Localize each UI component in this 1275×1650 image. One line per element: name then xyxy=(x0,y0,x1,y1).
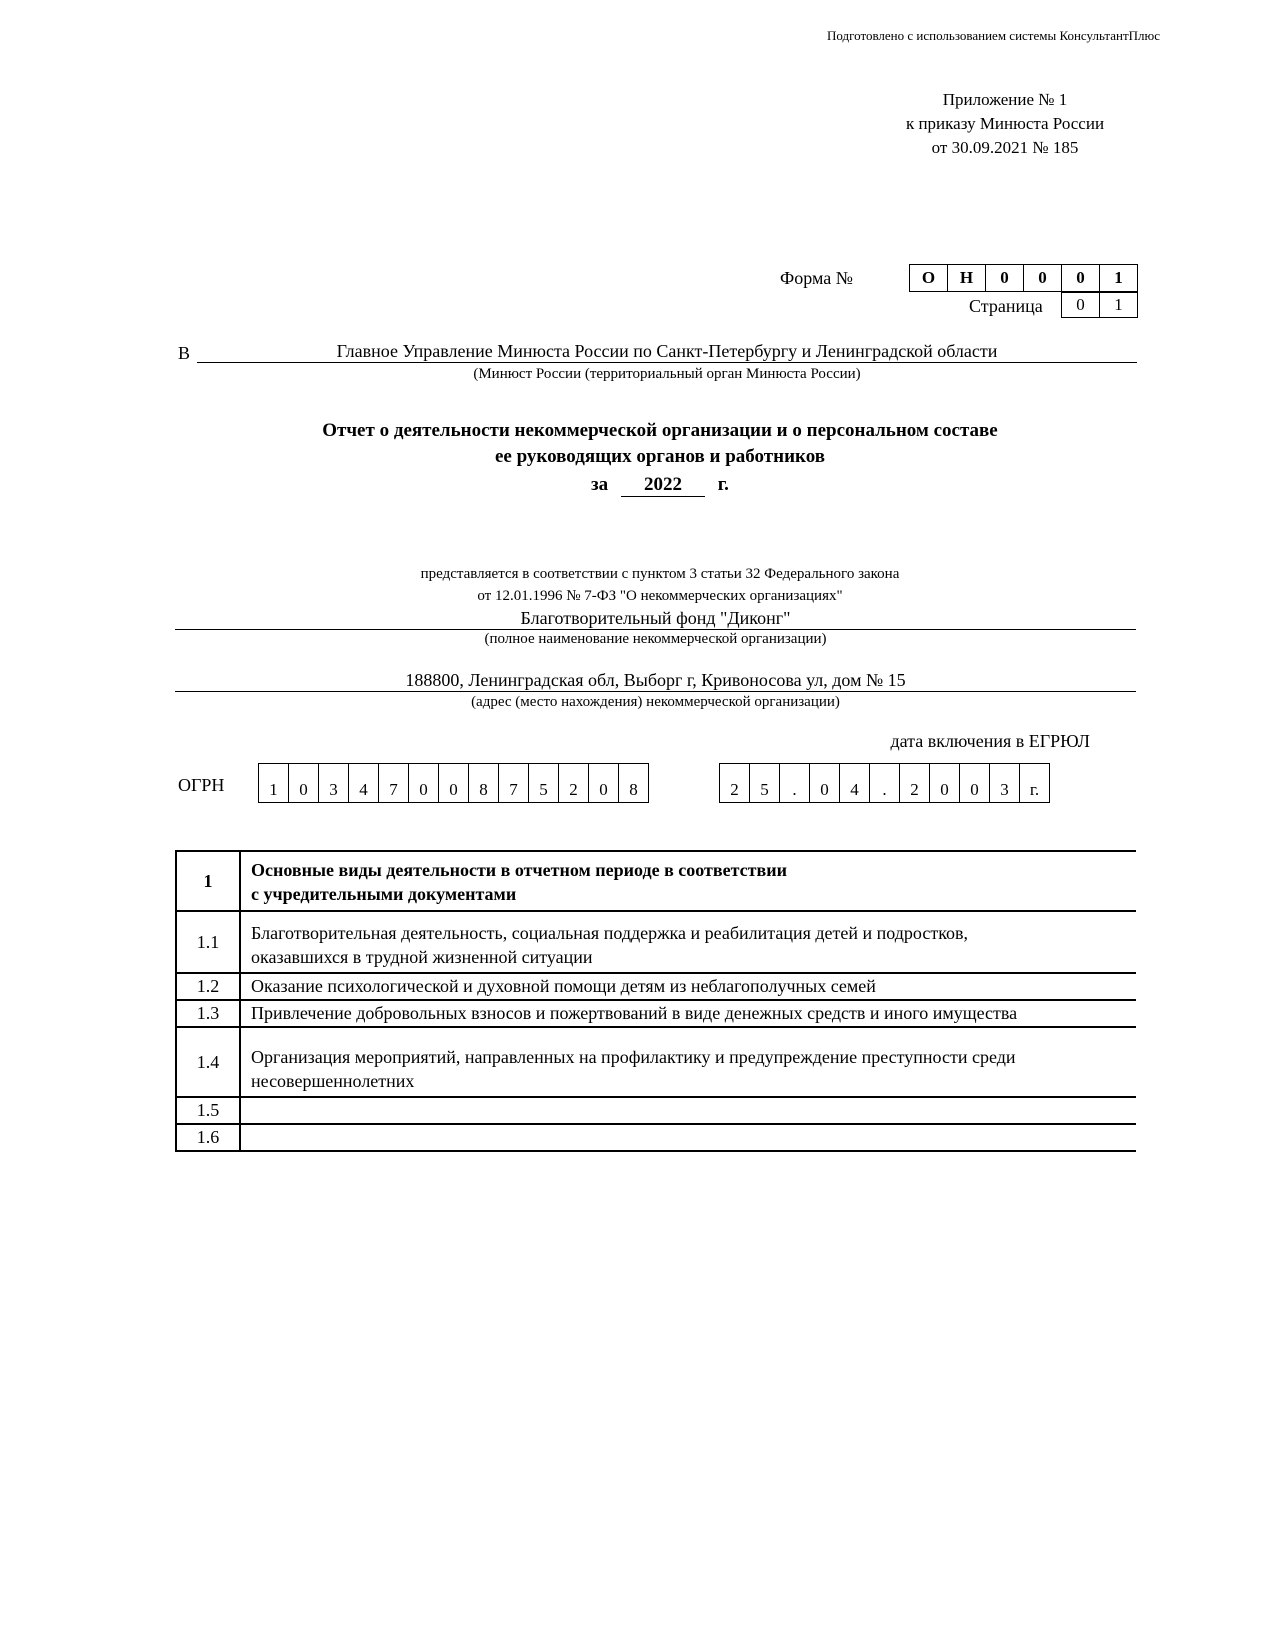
ogrn-digit: 1 xyxy=(258,763,289,803)
form-number-cells xyxy=(910,264,1138,292)
ogrn-digit: 8 xyxy=(618,763,649,803)
form-code-cell: 0 xyxy=(985,264,1024,292)
activity-number: 1.4 xyxy=(176,1027,240,1097)
activity-row xyxy=(176,1000,1136,1027)
activity-line-1: Оказание психологической и духовной помощи детям из неблагополучных семей xyxy=(251,976,876,996)
activity-number: 1.2 xyxy=(176,973,240,1000)
page-label: Страница xyxy=(969,296,1043,316)
date-char: 2 xyxy=(719,763,750,803)
recipient-prefix: В xyxy=(178,343,191,363)
ogrn-digit: 0 xyxy=(438,763,469,803)
egrul-date-label: дата включения в ЕГРЮЛ xyxy=(890,731,1090,751)
activity-text xyxy=(240,973,1136,1000)
activity-line-1: Организация мероприятий, направленных на профилактику и предупреждение преступности среди xyxy=(251,1047,1016,1067)
activity-line-2: оказавшихся в трудной жизненной ситуации xyxy=(251,947,593,967)
report-year-row xyxy=(170,474,1150,497)
date-char: . xyxy=(869,763,900,803)
date-char: 4 xyxy=(839,763,870,803)
activity-text xyxy=(240,1000,1136,1027)
appendix-line-3: от 30.09.2021 № 185 xyxy=(931,138,1079,157)
activities-header-number: 1 xyxy=(176,851,240,911)
appendix-line-1: Приложение № 1 xyxy=(942,90,1068,109)
organization-address-caption: (адрес (место нахождения) некоммерческой организации) xyxy=(471,694,840,710)
activity-row xyxy=(176,911,1136,973)
activity-row xyxy=(176,973,1136,1000)
organization-name-caption: (полное наименование некоммерческой организации) xyxy=(484,631,827,647)
activity-text[interactable] xyxy=(240,1124,1136,1151)
organization-address: 188800, Ленинградская обл, Выборг г, Кривоносова ул, дом № 15 xyxy=(175,670,1136,692)
form-code-cell: О xyxy=(909,264,948,292)
activity-number: 1.3 xyxy=(176,1000,240,1027)
report-title-line-2: ее руководящих органов и работников xyxy=(494,446,826,467)
date-char: г. xyxy=(1019,763,1050,803)
form-code-cell: Н xyxy=(947,264,986,292)
form-number-label: Форма № xyxy=(780,268,853,288)
legal-basis-line-2: от 12.01.1996 № 7-ФЗ "О некоммерческих организациях" xyxy=(477,588,843,604)
activity-number: 1.5 xyxy=(176,1097,240,1124)
ogrn-digit: 3 xyxy=(318,763,349,803)
activity-line-1: Благотворительная деятельность, социальная поддержка и реабилитация детей и подростков, xyxy=(251,923,969,943)
activity-row xyxy=(176,1124,1136,1151)
ogrn-digit: 0 xyxy=(288,763,319,803)
activities-header-line-2: с учредительными документами xyxy=(251,884,517,904)
date-char: 0 xyxy=(929,763,960,803)
activities-table xyxy=(175,850,1136,1152)
date-char: 0 xyxy=(809,763,840,803)
date-char: . xyxy=(779,763,810,803)
year-prefix: за xyxy=(591,474,609,495)
appendix-line-2: к приказу Минюста России xyxy=(905,114,1105,133)
ogrn-digit: 0 xyxy=(408,763,439,803)
year-suffix: г. xyxy=(717,474,729,495)
activity-text xyxy=(240,1027,1136,1097)
date-char: 2 xyxy=(899,763,930,803)
date-char: 5 xyxy=(749,763,780,803)
activity-text[interactable] xyxy=(240,1097,1136,1124)
ogrn-digit: 7 xyxy=(378,763,409,803)
form-code-cell: 1 xyxy=(1099,264,1138,292)
legal-basis xyxy=(170,563,1150,607)
activity-line-1: Привлечение добровольных взносов и пожертвований в виде денежных средств и иного имущества xyxy=(251,1003,1018,1023)
activity-number: 1.6 xyxy=(176,1124,240,1151)
ogrn-digit: 7 xyxy=(498,763,529,803)
recipient-caption: (Минюст России (территориальный орган Минюста России) xyxy=(473,366,861,382)
form-code-cell: 0 xyxy=(1061,264,1100,292)
ogrn-digit: 8 xyxy=(468,763,499,803)
top-note: Подготовлено с использованием системы КонсультантПлюс xyxy=(826,28,1160,43)
ogrn-digit: 5 xyxy=(528,763,559,803)
activities-header-row xyxy=(176,851,1136,911)
page-number-cell: 1 xyxy=(1099,292,1138,318)
report-title-line-1: Отчет о деятельности некоммерческой организации и о персональном составе xyxy=(322,420,998,441)
appendix-block xyxy=(860,88,1150,160)
recipient-field: Главное Управление Минюста России по Санкт-Петербургу и Ленинградской области xyxy=(197,341,1137,363)
page-number-cell: 0 xyxy=(1061,292,1100,318)
report-title xyxy=(170,418,1150,470)
activities-header-line-1: Основные виды деятельности в отчетном периоде в соответствии xyxy=(251,860,787,880)
activity-row xyxy=(176,1097,1136,1124)
report-year: 2022 xyxy=(621,474,705,497)
activity-number: 1.1 xyxy=(176,911,240,973)
date-char: 0 xyxy=(959,763,990,803)
egrul-date-cells xyxy=(720,763,1050,803)
page-number-cells xyxy=(1062,292,1138,318)
ogrn-digit: 0 xyxy=(588,763,619,803)
ogrn-label: ОГРН xyxy=(178,775,225,795)
ogrn-cells xyxy=(259,763,649,803)
form-code-cell: 0 xyxy=(1023,264,1062,292)
date-char: 3 xyxy=(989,763,1020,803)
ogrn-digit: 4 xyxy=(348,763,379,803)
organization-name: Благотворительный фонд "Диконг" xyxy=(175,608,1136,630)
activities-header-text xyxy=(240,851,1136,911)
activity-row xyxy=(176,1027,1136,1097)
ogrn-digit: 2 xyxy=(558,763,589,803)
activity-line-2: несовершеннолетних xyxy=(251,1071,415,1091)
activity-text xyxy=(240,911,1136,973)
legal-basis-line-1: представляется в соответствии с пунктом 3 статьи 32 Федерального закона xyxy=(420,566,900,582)
